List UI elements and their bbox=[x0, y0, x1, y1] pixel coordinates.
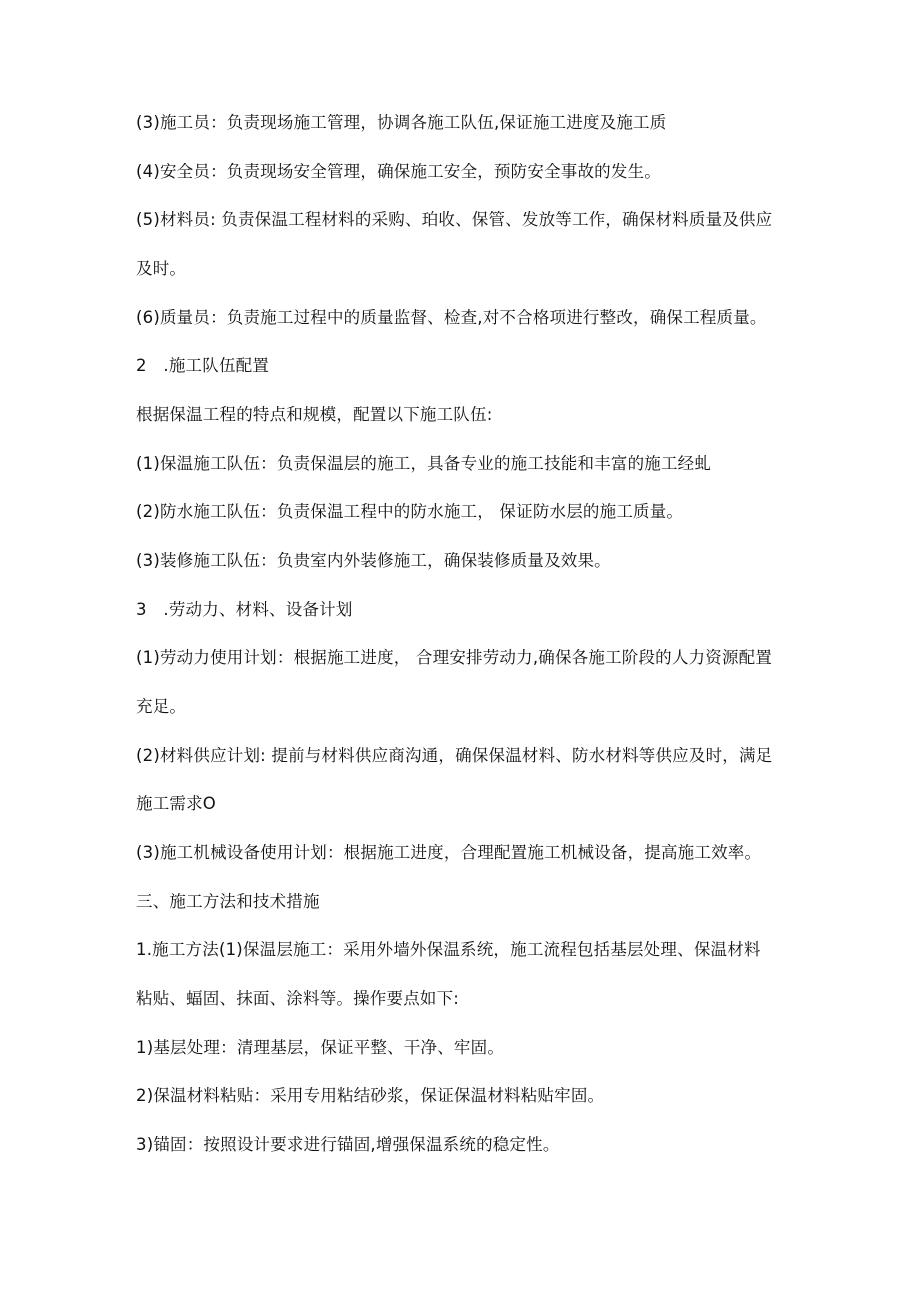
text-line-construction-method-cont: 粘贴、蝠固、抹面、涂料等。操作要点如下: bbox=[136, 989, 460, 1008]
text-line-quality-officer: (6)质量员：负责施工过程中的质量监督、检查,对不合格项进行整改，确保工程质量。 bbox=[136, 308, 767, 327]
text-line-material-plan-cont: 施工需求O bbox=[136, 794, 216, 813]
text-line-construction-method: 1.施工方法(1)保温层施工：采用外墙外保温系统，施工流程包括基层处理、保温材料 bbox=[136, 940, 761, 959]
text-line-equipment-plan: (3)施工机械设备使用计划：根据施工进度，合理配置施工机械设备，提高施工效率。 bbox=[136, 843, 762, 862]
text-line-safety-officer: (4)安全员：负责现场安全管理，确保施工安全，预防安全事故的发生。 bbox=[136, 162, 661, 181]
text-line-material-bonding: 2)保温材料粘贴：采用专用粘结砂浆，保证保温材料粘贴牢固。 bbox=[136, 1086, 605, 1105]
text-line-anchoring: 3)锚固：按照设计要求进行锚固,增强保温系统的稳定性。 bbox=[136, 1135, 560, 1154]
text-line-waterproof-team: (2)防水施工队伍：负责保温工程中的防水施工， 保证防水层的施工质量。 bbox=[136, 502, 684, 521]
text-line-decoration-team: (3)装修施工队伍：负贵室内外装修施工，确保装修质量及效果。 bbox=[136, 551, 611, 570]
section-heading-methods: 三、施工方法和技术措施 bbox=[136, 892, 320, 911]
text-line-construction-worker: (3)施工员：负责现场施工管理，协调各施工队伍,保证施工进度及施工质 bbox=[136, 113, 667, 132]
text-line-material-officer: (5)材料员: 负责保温工程材料的采购、珀收、保管、发放等工作，确保材料质量及供应 bbox=[136, 210, 773, 229]
text-line-labor-plan: (1)劳动力使用计划：根据施工进度， 合理安排劳动力,确保各施工阶段的人力资源配置 bbox=[136, 648, 773, 667]
text-line-material-plan: (2)材料供应计划: 提前与材料供应商沟通，确保保温材料、防水材料等供应及时，满足 bbox=[136, 746, 773, 765]
section-heading-team-config: 2 .施工队伍配置 bbox=[136, 356, 270, 375]
text-line-labor-plan-cont: 充足。 bbox=[136, 697, 187, 716]
text-line-material-officer-cont: 及时。 bbox=[136, 259, 187, 278]
text-line-base-treatment: 1)基层处理：清理基层，保证平整、干净、牢固。 bbox=[136, 1038, 505, 1057]
section-heading-resource-plan: 3 .劳动力、材料、设备计划 bbox=[136, 600, 353, 619]
text-line-team-intro: 根据保温工程的特点和规模，配置以下施工队伍: bbox=[136, 405, 493, 424]
text-line-insulation-team: (1)保温施工队伍：负责保温层的施工，具备专业的施工技能和丰富的施工经虬 bbox=[136, 454, 712, 473]
